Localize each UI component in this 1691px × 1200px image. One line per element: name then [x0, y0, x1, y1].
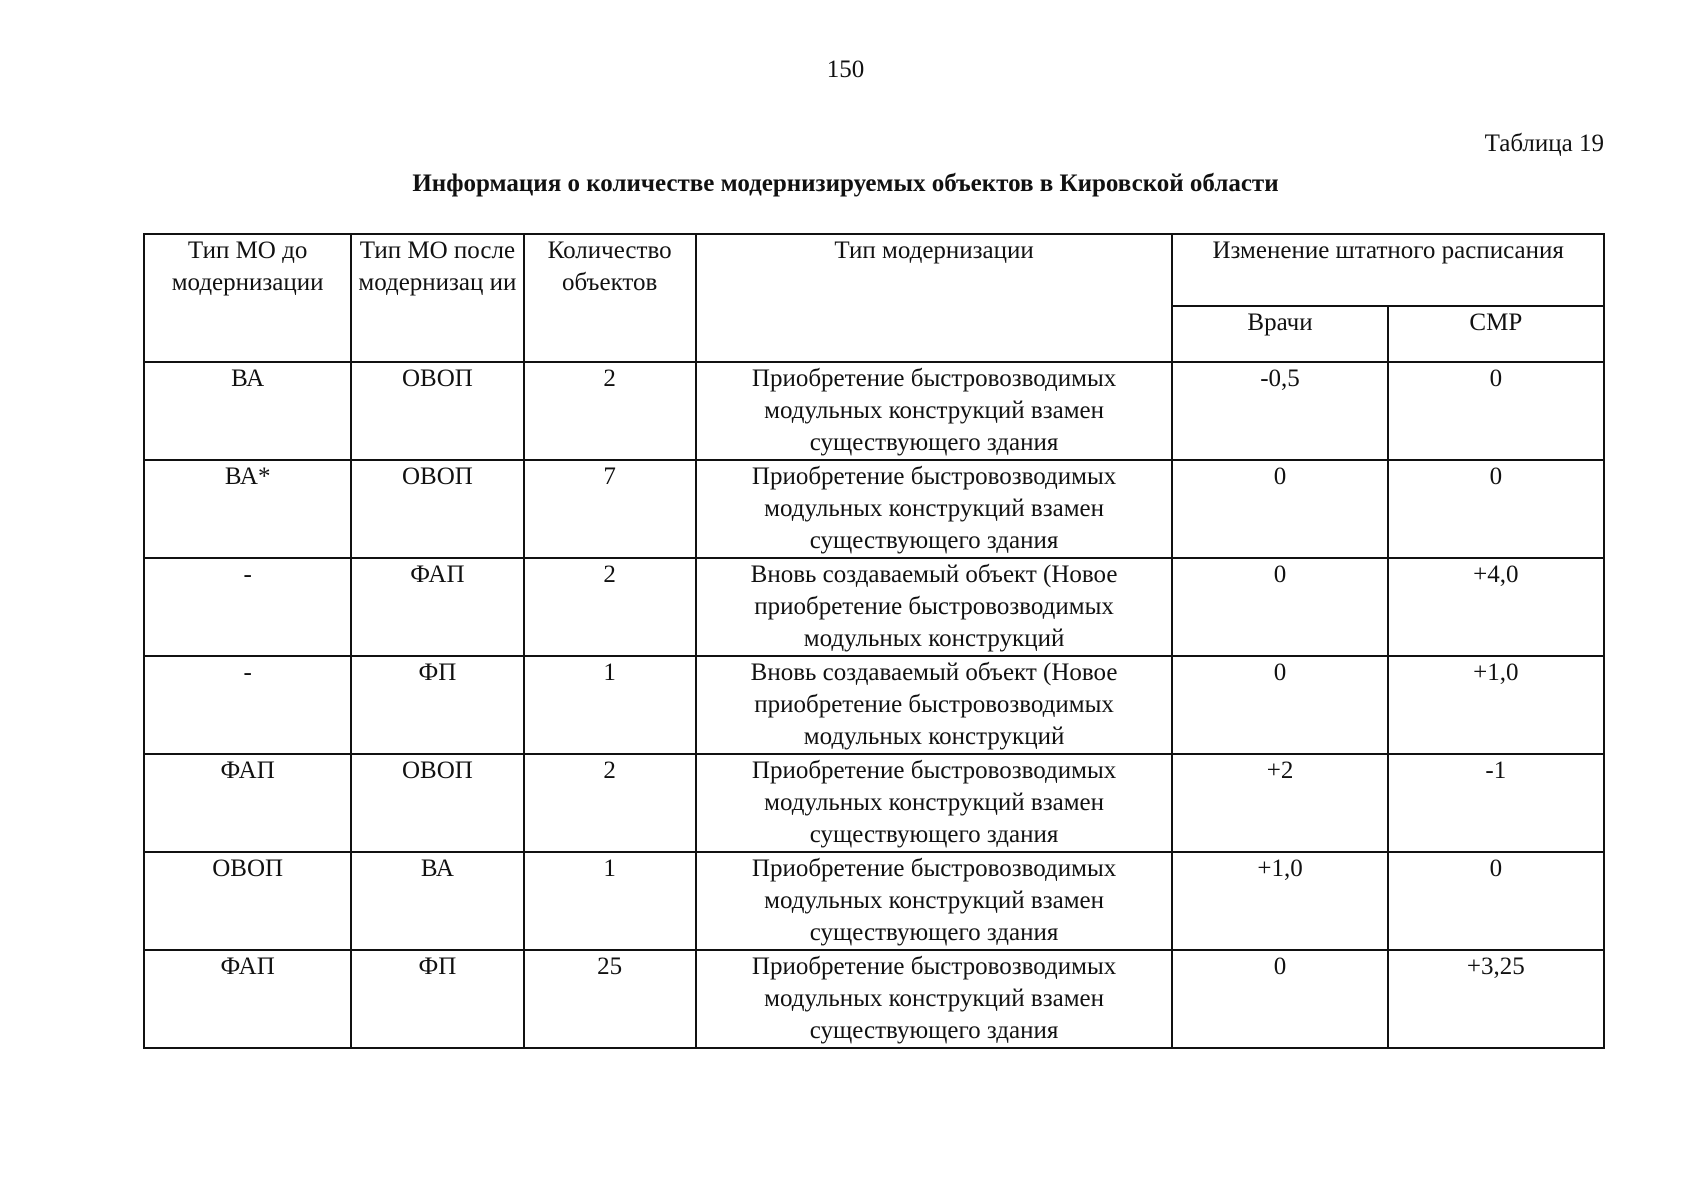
- cell-type-before: -: [144, 558, 351, 656]
- cell-type-before: ВА: [144, 362, 351, 460]
- header-type-after: Тип МО после модернизац ии: [351, 234, 523, 362]
- table-row: [144, 852, 1604, 950]
- cell-smr: 0: [1388, 362, 1604, 460]
- cell-type-after: ОВОП: [351, 754, 523, 852]
- cell-type-before: ОВОП: [144, 852, 351, 950]
- cell-count: 7: [524, 460, 696, 558]
- header-type-before: Тип МО до модернизации: [144, 234, 351, 362]
- table-row: [144, 950, 1604, 1048]
- cell-smr: -1: [1388, 754, 1604, 852]
- cell-type-before: ФАП: [144, 950, 351, 1048]
- table-row: [144, 656, 1604, 754]
- cell-count: 1: [524, 656, 696, 754]
- cell-count: 1: [524, 852, 696, 950]
- header-smr: СМР: [1388, 306, 1604, 362]
- table-label: Таблица 19: [1484, 130, 1604, 157]
- table-row: [144, 754, 1604, 852]
- table-row: [144, 460, 1604, 558]
- cell-smr: +3,25: [1388, 950, 1604, 1048]
- cell-count: 2: [524, 754, 696, 852]
- header-modernization-type: Тип модернизации: [696, 234, 1173, 362]
- page-number: 150: [826, 56, 865, 83]
- cell-type-after: ОВОП: [351, 362, 523, 460]
- cell-smr: 0: [1388, 460, 1604, 558]
- cell-smr: +4,0: [1388, 558, 1604, 656]
- cell-type-after: ОВОП: [351, 460, 523, 558]
- cell-type-before: -: [144, 656, 351, 754]
- cell-type-before: ВА*: [144, 460, 351, 558]
- header-doctors: Врачи: [1172, 306, 1387, 362]
- header-count: Количество объектов: [524, 234, 696, 362]
- cell-doctors: 0: [1172, 656, 1387, 754]
- cell-doctors: +1,0: [1172, 852, 1387, 950]
- cell-doctors: +2: [1172, 754, 1387, 852]
- table-row: [144, 362, 1604, 460]
- cell-type-after: ФП: [351, 950, 523, 1048]
- cell-modernization: Вновь создаваемый объект (Новое приобретение быстровозводимых модульных конструкций: [696, 558, 1173, 656]
- cell-type-after: ФАП: [351, 558, 523, 656]
- cell-count: 2: [524, 558, 696, 656]
- cell-modernization: Вновь создаваемый объект (Новое приобретение быстровозводимых модульных конструкций: [696, 656, 1173, 754]
- cell-modernization: Приобретение быстровозводимых модульных конструкций взамен существующего здания: [696, 754, 1173, 852]
- cell-doctors: 0: [1172, 558, 1387, 656]
- header-staff-change: Изменение штатного расписания: [1172, 234, 1604, 306]
- cell-modernization: Приобретение быстровозводимых модульных конструкций взамен существующего здания: [696, 852, 1173, 950]
- cell-count: 2: [524, 362, 696, 460]
- cell-smr: +1,0: [1388, 656, 1604, 754]
- document-title: Информация о количестве модернизируемых объектов в Кировской области: [412, 170, 1279, 197]
- table-row: [144, 558, 1604, 656]
- modernization-table: [143, 233, 1605, 1049]
- cell-count: 25: [524, 950, 696, 1048]
- cell-modernization: Приобретение быстровозводимых модульных конструкций взамен существующего здания: [696, 460, 1173, 558]
- cell-smr: 0: [1388, 852, 1604, 950]
- cell-modernization: Приобретение быстровозводимых модульных конструкций взамен существующего здания: [696, 950, 1173, 1048]
- cell-type-before: ФАП: [144, 754, 351, 852]
- cell-doctors: 0: [1172, 950, 1387, 1048]
- cell-modernization: Приобретение быстровозводимых модульных конструкций взамен существующего здания: [696, 362, 1173, 460]
- cell-type-after: ФП: [351, 656, 523, 754]
- cell-type-after: ВА: [351, 852, 523, 950]
- cell-doctors: -0,5: [1172, 362, 1387, 460]
- cell-doctors: 0: [1172, 460, 1387, 558]
- table-header-row: [144, 234, 1604, 306]
